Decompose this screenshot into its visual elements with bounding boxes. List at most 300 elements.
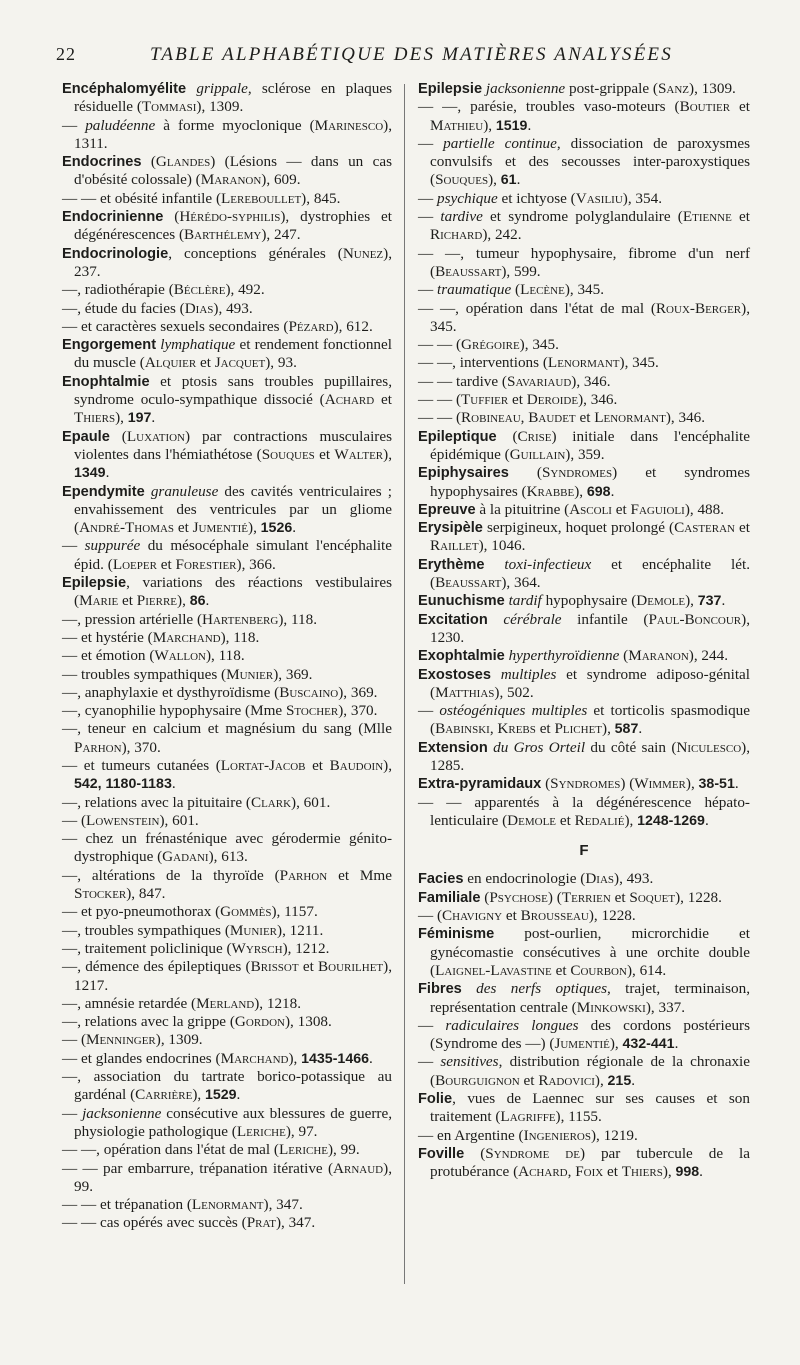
left-column bbox=[62, 80, 392, 1233]
entry-text: ), bbox=[488, 171, 501, 189]
index-entry bbox=[418, 1053, 750, 1090]
entry-text: ), bbox=[383, 756, 392, 774]
entry-text bbox=[491, 666, 501, 683]
entry-text: ( bbox=[511, 281, 521, 299]
entry-headword: Encéphalomyélite bbox=[62, 81, 187, 97]
entry-text: . bbox=[171, 775, 176, 793]
entry-text: et Mme bbox=[327, 866, 392, 884]
author-name: Vasiliu bbox=[575, 189, 623, 207]
index-entry bbox=[62, 336, 392, 373]
author-name: Syndromes bbox=[541, 464, 613, 482]
entry-text: ), 118. bbox=[205, 647, 245, 665]
index-entry bbox=[62, 373, 392, 428]
entry-text: —, amnésie retardée ( bbox=[62, 994, 197, 1012]
entry-text: ), 1308. bbox=[285, 1013, 332, 1031]
entry-text: ), 369. bbox=[338, 683, 378, 701]
entry-text: — bbox=[418, 189, 437, 207]
author-name: Tuffier bbox=[461, 391, 509, 409]
index-entry bbox=[62, 794, 392, 812]
author-name: Guillain bbox=[509, 445, 566, 463]
entry-text: ), 1217. bbox=[74, 958, 392, 994]
entry-text: ), 1228. bbox=[588, 907, 636, 925]
index-entry bbox=[62, 812, 392, 830]
entry-text: ), bbox=[115, 409, 128, 427]
entry-headword: Endocrines bbox=[62, 154, 142, 171]
author-name: Krabbe bbox=[526, 482, 575, 500]
entry-text: ), 237. bbox=[74, 244, 392, 280]
entry-headword: Epaule bbox=[62, 428, 110, 445]
author-name: Demole bbox=[507, 811, 557, 829]
author-name: Paul-Boncour bbox=[648, 610, 742, 628]
entry-text: et ptosis sans troubles pupillaires, syndrome oculo-sympathique dissocié ( bbox=[74, 372, 392, 409]
entry-text: ), bbox=[685, 775, 699, 793]
index-entry bbox=[62, 629, 392, 647]
entry-headword: Facies bbox=[418, 871, 464, 888]
index-entry bbox=[62, 720, 392, 757]
entry-text: ), 488. bbox=[684, 500, 725, 518]
entry-text: des cavités ventriculaires ; envahissement des ventricules par un gliome ( bbox=[74, 482, 393, 537]
index-entry bbox=[62, 922, 392, 940]
entry-text: ), 502. bbox=[494, 683, 534, 701]
entry-text: ) par contractions musculaires violentes dans l'hémiathétose ( bbox=[74, 427, 392, 463]
entry-text: et bbox=[374, 391, 392, 409]
entry-text: et bbox=[502, 907, 521, 925]
entry-italic: radiculaires longues bbox=[445, 1016, 579, 1034]
entry-text: ), 1285. bbox=[430, 738, 750, 774]
entry-text: . bbox=[721, 592, 726, 610]
author-name: Lenormant bbox=[547, 354, 620, 372]
author-name: Terrien bbox=[561, 888, 611, 906]
entry-text: , sclérose en plaques résiduelle ( bbox=[74, 80, 392, 116]
author-name: Parhon bbox=[74, 738, 122, 756]
index-entry bbox=[418, 739, 750, 776]
entry-headword: Epilepsie bbox=[62, 575, 127, 592]
author-name: Stocher bbox=[285, 702, 339, 720]
author-name: Baudet bbox=[528, 409, 576, 427]
index-entry bbox=[62, 1013, 392, 1031]
author-name: Stocker bbox=[74, 885, 127, 903]
author-name: Pézard bbox=[288, 317, 334, 335]
entry-text: ), 337. bbox=[645, 998, 686, 1016]
entry-text: et syndrome polyglandulaire ( bbox=[482, 208, 683, 226]
entry-text: — et pyo-pneumothorax ( bbox=[62, 903, 221, 921]
entry-text: , bbox=[567, 1163, 576, 1181]
entry-text: . bbox=[704, 811, 709, 829]
entry-text: , vues de Laennec sur ses causes et son traitement ( bbox=[430, 1090, 750, 1126]
entry-headword: Enophtalmie bbox=[62, 373, 150, 390]
index-entry bbox=[418, 300, 750, 337]
entry-text: . bbox=[699, 1163, 703, 1181]
entry-text: — chez un frénasténique avec gérodermie génito-dystrophique ( bbox=[62, 830, 392, 866]
column-divider bbox=[404, 84, 405, 1284]
author-name: Glandes bbox=[155, 153, 211, 171]
index-entry bbox=[62, 153, 392, 190]
entry-text: — bbox=[418, 1053, 441, 1071]
entry-text: ( bbox=[109, 427, 127, 445]
entry-text: ), dystrophies et dégénérescences ( bbox=[74, 208, 393, 244]
entry-text: ), 244. bbox=[688, 647, 729, 665]
page-ref-bold: 587 bbox=[614, 721, 639, 738]
author-name: Raillet bbox=[430, 537, 479, 555]
entry-text: ), 345. bbox=[519, 336, 559, 354]
author-name: Gadani bbox=[162, 848, 209, 866]
entry-text: et bbox=[508, 391, 527, 409]
entry-text: ), 614. bbox=[626, 961, 667, 979]
author-name: Beaussart bbox=[435, 262, 502, 280]
entry-headword: Féminisme bbox=[418, 926, 495, 943]
entry-text: — ( bbox=[62, 811, 87, 829]
entry-text: infantile ( bbox=[561, 610, 649, 628]
entry-italic: jacksonienne bbox=[82, 1104, 162, 1122]
author-name: Soquet bbox=[629, 888, 676, 906]
entry-text: et encéphalite lét. ( bbox=[430, 555, 751, 592]
author-name: Brissot bbox=[250, 958, 299, 976]
entry-text: —, relations avec la pituitaire ( bbox=[62, 793, 251, 811]
author-name: Matthias bbox=[435, 683, 495, 701]
entry-headword: Erysipèle bbox=[418, 520, 483, 537]
entry-text: ), 347. bbox=[263, 1196, 303, 1214]
page-ref-bold: 215 bbox=[607, 1072, 632, 1089]
index-entry bbox=[418, 245, 750, 282]
author-name: Hérédo-syphilis bbox=[179, 208, 281, 226]
entry-headword: Extension bbox=[418, 739, 488, 756]
entry-text: — et glandes endocrines ( bbox=[62, 1049, 221, 1067]
author-name: Ascoli bbox=[569, 500, 612, 518]
author-name: Pierre bbox=[136, 592, 178, 610]
entry-headword: Epreuve bbox=[418, 501, 476, 518]
entry-text: . bbox=[236, 1086, 241, 1104]
entry-text: ), 609. bbox=[261, 171, 301, 189]
entry-text: ), 1309. bbox=[689, 80, 736, 97]
author-name: Maranon bbox=[628, 647, 689, 665]
author-name: Syndromes bbox=[550, 775, 621, 793]
entry-text: ), 612. bbox=[333, 317, 373, 335]
entry-italic: multiples bbox=[500, 665, 557, 683]
index-entry bbox=[418, 464, 750, 501]
page-ref-bold: 38-51 bbox=[698, 776, 735, 793]
index-entry bbox=[418, 666, 750, 703]
author-name: Marie bbox=[79, 592, 119, 610]
index-entry bbox=[62, 757, 392, 794]
entry-text: , bbox=[489, 720, 498, 738]
entry-text: — — ( bbox=[418, 409, 462, 427]
author-name: Plichet bbox=[554, 720, 603, 738]
author-name: Lenormant bbox=[191, 1196, 264, 1214]
entry-text bbox=[462, 980, 476, 997]
entry-text: ( bbox=[496, 427, 518, 445]
entry-text: . bbox=[151, 409, 156, 427]
author-name: Lenormant bbox=[594, 409, 666, 427]
entry-text: ), 345. bbox=[619, 354, 659, 372]
author-name: Luxation bbox=[126, 427, 186, 445]
index-entry bbox=[418, 281, 750, 299]
index-entry bbox=[418, 870, 750, 888]
index-entry bbox=[418, 519, 750, 556]
index-entry bbox=[62, 318, 392, 336]
index-entry bbox=[62, 702, 392, 720]
author-name: Béclère bbox=[173, 281, 226, 299]
entry-text: et bbox=[575, 409, 595, 427]
author-name: Krebs bbox=[497, 720, 536, 738]
entry-text: ), 242. bbox=[482, 226, 522, 244]
index-entry bbox=[418, 702, 750, 739]
author-name: Leriche bbox=[236, 1122, 286, 1140]
index-entry bbox=[418, 980, 750, 1017]
entry-italic: grippale bbox=[196, 80, 248, 97]
entry-text: . bbox=[610, 482, 615, 500]
entry-text: ), 118. bbox=[220, 628, 260, 646]
entry-text: ), 370. bbox=[121, 738, 161, 756]
index-entry bbox=[418, 611, 750, 648]
author-name: Boutier bbox=[679, 98, 731, 116]
author-name: Faguioli bbox=[630, 500, 685, 518]
author-name: Brousseau bbox=[520, 907, 589, 925]
index-entry bbox=[62, 537, 392, 574]
entry-text: — bbox=[62, 116, 86, 134]
index-entry bbox=[62, 1214, 392, 1232]
index-entry bbox=[62, 281, 392, 299]
entry-text: et rendement fonctionnel du muscle ( bbox=[74, 336, 392, 372]
entry-italic: sensitives bbox=[440, 1053, 499, 1071]
index-entry bbox=[418, 556, 750, 593]
entry-text: ( bbox=[163, 208, 180, 226]
entry-headword: Engorgement bbox=[62, 337, 157, 354]
entry-text: ( bbox=[619, 647, 629, 665]
author-name: Souques bbox=[435, 171, 489, 189]
entry-text: ), 346. bbox=[571, 372, 611, 390]
entry-text: et bbox=[519, 1071, 539, 1089]
entry-text: . bbox=[105, 464, 110, 482]
entry-text: ), 1309. bbox=[155, 1031, 203, 1049]
entry-italic: traumatique bbox=[436, 281, 512, 299]
entry-text: . bbox=[516, 171, 521, 189]
entry-text: ), 1046. bbox=[478, 537, 526, 555]
author-name: Menninger bbox=[86, 1031, 156, 1049]
index-entry bbox=[418, 80, 750, 98]
entry-text: ), bbox=[574, 482, 587, 500]
entry-text: ), 366. bbox=[236, 555, 276, 573]
index-entry bbox=[418, 409, 750, 427]
author-name: Clark bbox=[250, 793, 292, 811]
entry-italic: jacksonienne bbox=[485, 80, 566, 97]
author-name: Laignel-Lavastine bbox=[435, 961, 552, 979]
entry-text: ), 1212. bbox=[282, 939, 330, 957]
entry-headword: Extra-pyramidaux bbox=[418, 776, 542, 793]
entry-text: et bbox=[731, 208, 751, 226]
index-entry bbox=[62, 117, 392, 154]
index-entry bbox=[418, 391, 750, 409]
author-name: Marinesco bbox=[314, 116, 384, 134]
entry-text: —, troubles sympathiques ( bbox=[62, 921, 230, 939]
entry-text: — — tardive ( bbox=[418, 372, 507, 390]
entry-text: et bbox=[611, 500, 631, 518]
entry-headword: Familiale bbox=[418, 889, 481, 906]
entry-text: — bbox=[62, 537, 85, 555]
entry-text: ), 346. bbox=[578, 391, 618, 409]
entry-text: ), 345. bbox=[430, 299, 750, 335]
index-entry bbox=[62, 428, 392, 483]
page-ref-bold: 1519 bbox=[495, 117, 528, 134]
index-entry bbox=[418, 907, 750, 925]
entry-text: , variations des réactions vestibulaires ( bbox=[74, 574, 392, 610]
entry-text: ) initiale dans l'encéphalite épidémique ( bbox=[430, 427, 750, 463]
entry-italic: toxi-infectieux bbox=[504, 555, 592, 573]
entry-headword: Endocrinienne bbox=[62, 209, 164, 226]
entry-text: et bbox=[174, 519, 193, 537]
entry-text: et bbox=[551, 961, 571, 979]
author-name: Etienne bbox=[682, 208, 732, 226]
index-entry bbox=[418, 354, 750, 372]
author-name: Savariaud bbox=[507, 372, 572, 390]
entry-text: consécutive aux blessures de guerre, physiologie pathologique ( bbox=[74, 1104, 392, 1140]
entry-text: ), bbox=[685, 592, 698, 610]
entry-text: —, anaphylaxie et dysthyroïdisme ( bbox=[62, 683, 280, 701]
entry-text: ), 492. bbox=[225, 281, 265, 299]
entry-text: ), 1230. bbox=[430, 610, 750, 646]
entry-text: ), 364. bbox=[501, 574, 541, 592]
author-name: Chavigny bbox=[442, 907, 503, 925]
entry-text: , conceptions générales ( bbox=[168, 244, 343, 262]
entry-text: ( bbox=[464, 1144, 486, 1162]
entry-text: — — par embarrure, trépanation itérative ( bbox=[62, 1159, 334, 1177]
page-ref-bold: 1248-1269 bbox=[637, 812, 705, 829]
entry-text: —, relations avec la grippe ( bbox=[62, 1013, 235, 1031]
index-entry bbox=[62, 940, 392, 958]
author-name: Mathieu bbox=[430, 116, 484, 134]
entry-text: ), 1218. bbox=[254, 994, 302, 1012]
entry-text: et bbox=[314, 445, 335, 463]
entry-text: ), 1309. bbox=[196, 98, 244, 116]
entry-text: — —, opération dans l'état de mal ( bbox=[418, 299, 656, 317]
entry-text: — — cas opérés avec succès ( bbox=[62, 1214, 247, 1232]
page-ref-bold: 86 bbox=[189, 593, 206, 610]
page-ref-bold: 432-441 bbox=[622, 1036, 675, 1053]
entry-text: ), 347. bbox=[275, 1214, 316, 1232]
author-name: Jumentié bbox=[192, 519, 249, 537]
entry-text: — bbox=[418, 281, 437, 299]
entry-headword: Epileptique bbox=[418, 428, 497, 445]
entry-text: — bbox=[418, 1016, 446, 1034]
author-name: Radovici bbox=[538, 1071, 595, 1089]
author-name: Lecène bbox=[520, 281, 565, 299]
entry-headword: Ependymite bbox=[62, 483, 145, 500]
entry-text: ), 1211. bbox=[277, 921, 324, 939]
entry-text: . bbox=[631, 1071, 636, 1089]
author-name: Ingenieros bbox=[523, 1126, 591, 1144]
entry-text: — — et obésité infantile ( bbox=[62, 189, 222, 207]
index-entry bbox=[62, 574, 392, 611]
entry-text: ) ( bbox=[547, 888, 562, 906]
entry-headword: Foville bbox=[418, 1145, 465, 1162]
entry-text: — en Argentine ( bbox=[418, 1126, 524, 1144]
entry-text: en endocrinologie ( bbox=[463, 870, 586, 888]
entry-text: ), bbox=[609, 1035, 623, 1053]
entry-italic: lymphatique bbox=[160, 336, 236, 354]
entry-text: ( bbox=[141, 153, 156, 171]
entry-headword: Exophtalmie bbox=[418, 648, 505, 665]
entry-text: . bbox=[734, 775, 739, 793]
entry-text: ), 601. bbox=[159, 811, 199, 829]
entry-text: ), bbox=[483, 116, 496, 134]
entry-text: ), 599. bbox=[501, 262, 541, 280]
entry-text: ), 99. bbox=[328, 1141, 360, 1159]
entry-italic: cérébrale bbox=[503, 610, 562, 628]
entry-text: — bbox=[418, 134, 444, 152]
author-name: Foix bbox=[575, 1163, 604, 1181]
index-entry bbox=[62, 830, 392, 867]
author-name: Prat bbox=[246, 1214, 276, 1232]
entry-text: . bbox=[292, 519, 297, 537]
entry-text: ) ( bbox=[620, 775, 635, 793]
entry-text: et bbox=[298, 958, 319, 976]
entry-headword: Fibres bbox=[418, 981, 462, 998]
entry-text: — — ( bbox=[418, 391, 462, 409]
index-entry bbox=[62, 903, 392, 921]
index-entry bbox=[418, 1017, 750, 1054]
entry-text: ), 247. bbox=[261, 226, 301, 244]
author-name: Hartenberg bbox=[202, 610, 279, 628]
entry-italic: des nerfs optiques bbox=[476, 980, 607, 998]
entry-text: —, cyanophilie hypophysaire (Mme bbox=[62, 702, 286, 720]
author-name: Barthélemy bbox=[184, 226, 262, 244]
entry-text: et bbox=[610, 888, 630, 906]
index-entry bbox=[62, 647, 392, 665]
index-entry bbox=[418, 208, 750, 245]
entry-text: — —, interventions ( bbox=[418, 354, 548, 372]
entry-text: ), 1157. bbox=[271, 903, 318, 921]
index-entry bbox=[418, 889, 750, 907]
section-letter: F bbox=[579, 842, 589, 860]
entry-text: et syndrome adiposo-génital ( bbox=[430, 665, 750, 701]
author-name: Lereboullet bbox=[221, 189, 302, 207]
entry-text: —, teneur en calcium et magnésium du sang (Mlle bbox=[62, 720, 392, 738]
author-name: Wallon bbox=[154, 647, 206, 665]
entry-text: et bbox=[603, 1163, 622, 1181]
author-name: Demole bbox=[636, 592, 686, 610]
entry-headword: Excitation bbox=[418, 611, 488, 628]
entry-text: ), 493. bbox=[614, 870, 654, 888]
index-entry bbox=[62, 1105, 392, 1142]
author-name: Carrière bbox=[135, 1086, 193, 1104]
author-name: Baudoin bbox=[329, 756, 384, 774]
index-entry bbox=[418, 1127, 750, 1145]
author-name: Loeper bbox=[112, 555, 157, 573]
entry-text: —, altérations de la thyroïde ( bbox=[62, 866, 280, 884]
author-name: Munier bbox=[226, 665, 274, 683]
author-name: Thiers bbox=[74, 409, 116, 427]
index-entry bbox=[418, 135, 750, 190]
entry-text: post-grippale ( bbox=[565, 80, 658, 97]
entry-text: ), 1228. bbox=[675, 888, 722, 906]
entry-text: — — et trépanation ( bbox=[62, 1196, 192, 1214]
entry-text: ), 118. bbox=[278, 610, 317, 628]
index-entry bbox=[418, 98, 750, 135]
entry-text: des cordons postérieurs (Syndrome des —) ( bbox=[430, 1016, 751, 1053]
author-name: Robineau bbox=[461, 409, 521, 427]
entry-text: ), 613. bbox=[208, 848, 248, 866]
entry-text: et ichtyose ( bbox=[497, 189, 576, 207]
entry-text: ( bbox=[480, 888, 490, 906]
entry-italic: paludéenne bbox=[85, 116, 156, 134]
author-name: Dias bbox=[585, 870, 615, 888]
author-name: Marchand bbox=[152, 628, 221, 646]
entry-text: — ( bbox=[418, 907, 443, 925]
entry-text: ), 99. bbox=[74, 1159, 392, 1195]
entry-text: —, radiothérapie ( bbox=[62, 281, 174, 299]
entry-text: . bbox=[205, 592, 210, 610]
index-entry bbox=[418, 775, 750, 793]
entry-text: —, traitement policlinique ( bbox=[62, 939, 232, 957]
